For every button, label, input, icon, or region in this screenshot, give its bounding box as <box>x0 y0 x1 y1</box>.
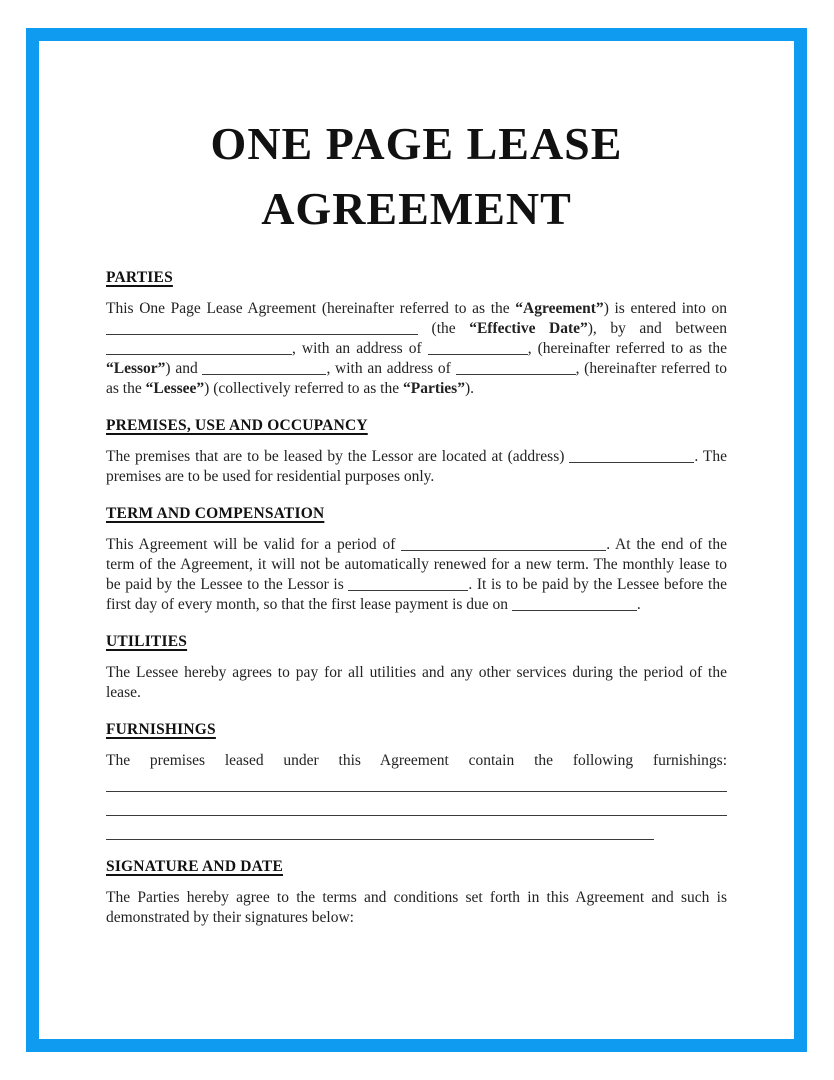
paragraph: The Parties hereby agree to the terms and conditions set forth in this Agreement and such is demonstrated by their signatures below: <box>106 889 727 926</box>
section-signature <box>106 857 727 928</box>
section-heading-term: TERM AND COMPENSATION <box>106 505 325 522</box>
paragraph: The premises that are to be leased by the Lessor are located at (address) . The premises are to be used for residential purposes only. <box>106 448 727 485</box>
section-furnishings <box>106 720 727 840</box>
fill-in-blank <box>202 359 326 375</box>
fill-in-blank <box>106 339 292 355</box>
bold-term: “Parties” <box>402 380 465 397</box>
document-title-line-1: ONE PAGE LEASE <box>210 118 623 169</box>
blank-line <box>106 791 727 792</box>
section-heading-parties: PARTIES <box>106 269 173 286</box>
paragraph: This Agreement will be valid for a period of . At the end of the term of the Agreement, it will not be automatically renewed for a new term. The monthly lease to be paid by the Lessee to the Lessor is . It is to be paid by the Lessee before the first day of every month, so that the first lease payment is due on . <box>106 536 727 613</box>
section-heading-signature: SIGNATURE AND DATE <box>106 858 283 875</box>
section-heading-premises: PREMISES, USE AND OCCUPANCY <box>106 417 368 434</box>
bold-term: “Lessor” <box>106 360 166 377</box>
document-title <box>106 111 727 241</box>
fill-in-blank <box>401 535 606 551</box>
bold-term: “Lessee” <box>145 380 205 397</box>
section-premises <box>106 416 727 487</box>
fill-in-blank <box>428 339 528 355</box>
blank-line <box>106 839 654 840</box>
document-title-line-2: AGREEMENT <box>261 183 572 234</box>
paragraph: The Lessee hereby agrees to pay for all utilities and any other services during the period of the lease. <box>106 664 727 701</box>
blank-line <box>106 815 727 816</box>
fill-in-blank <box>569 447 694 463</box>
paragraph: The premises leased under this Agreement contain the following furnishings: <box>106 752 727 769</box>
section-heading-furnishings: FURNISHINGS <box>106 721 216 738</box>
section-heading-utilities: UTILITIES <box>106 633 188 650</box>
bold-term: “Effective Date” <box>469 320 588 337</box>
paragraph: This One Page Lease Agreement (hereinafter referred to as the “Agreement”) is entered into on (the “Effective Date”), by and between , with an address of , (hereinafter referred to as the “Lessor”) and , with an address of , (hereinafter referred to as the “Lessee”) (collectively referred to as the “Parties”). <box>106 300 728 397</box>
fill-in-blank <box>512 595 637 611</box>
page-border-frame <box>26 28 807 1052</box>
fill-in-blank <box>456 359 576 375</box>
section-term <box>106 504 727 615</box>
document-body <box>106 268 727 928</box>
fill-in-blank <box>106 319 418 335</box>
fill-in-blank <box>348 575 468 591</box>
section-parties <box>106 268 727 399</box>
document-content <box>106 111 727 928</box>
bold-term: “Agreement” <box>515 300 604 317</box>
section-utilities <box>106 632 727 703</box>
